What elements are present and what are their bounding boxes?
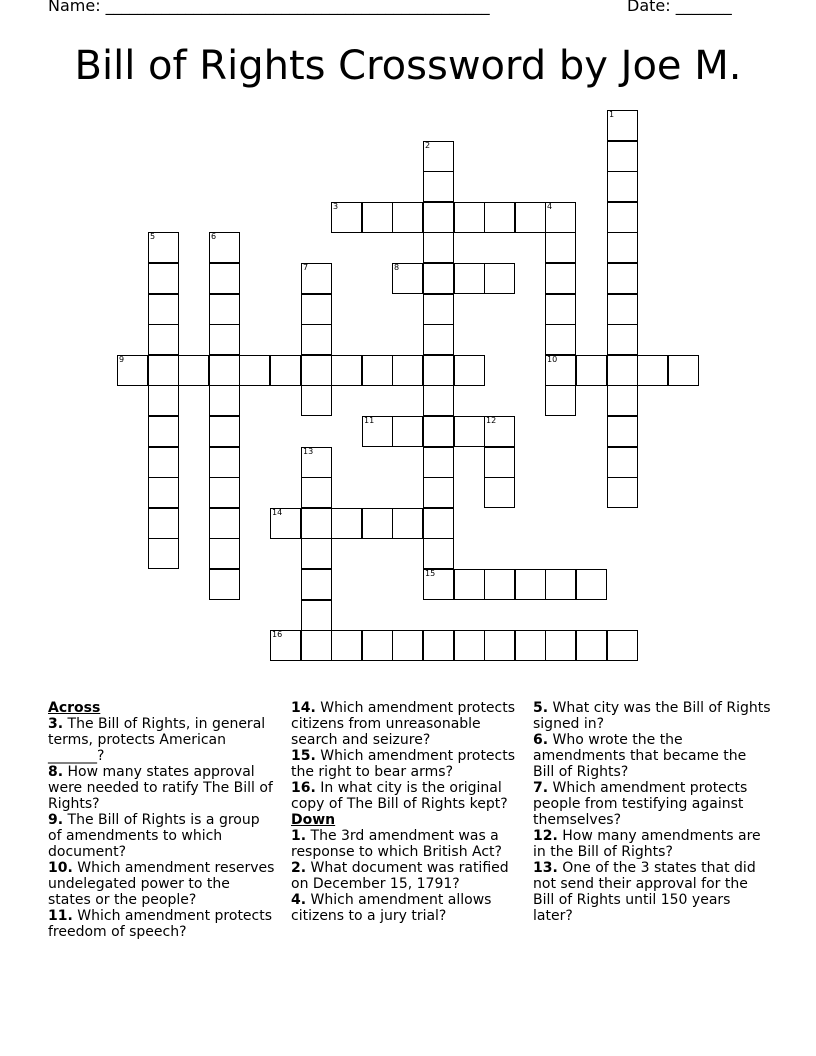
crossword-cell[interactable] <box>209 355 240 386</box>
clue-text: The 3rd amendment was a response to which British Act? <box>291 828 502 860</box>
cell-number: 16 <box>272 630 283 639</box>
crossword-cell[interactable] <box>209 477 240 508</box>
crossword-cell[interactable] <box>607 141 638 172</box>
crossword-cell[interactable] <box>423 355 454 386</box>
clue-text: The Bill of Rights is a group of amendments to which document? <box>48 812 260 860</box>
crossword-cell[interactable] <box>392 416 423 447</box>
crossword-cell[interactable] <box>515 202 546 233</box>
page-title: Bill of Rights Crossword by Joe M. <box>74 43 742 89</box>
crossword-cell[interactable] <box>362 630 393 661</box>
crossword-cell[interactable] <box>423 416 454 447</box>
clue-number: 11. <box>48 908 73 924</box>
crossword-cell[interactable] <box>484 263 515 294</box>
crossword-cell[interactable] <box>148 232 179 263</box>
crossword-cell[interactable] <box>392 508 423 539</box>
crossword-cell[interactable] <box>331 508 362 539</box>
crossword-cell[interactable] <box>545 263 576 294</box>
cell-number: 5 <box>150 232 156 241</box>
crossword-cell[interactable] <box>362 355 393 386</box>
crossword-cell[interactable] <box>576 630 607 661</box>
crossword-cell[interactable] <box>607 110 638 141</box>
clues-column-2 <box>291 700 523 924</box>
clue-across <box>48 860 276 908</box>
crossword-cell[interactable] <box>148 538 179 569</box>
crossword-cell[interactable] <box>392 263 423 294</box>
crossword-cell[interactable] <box>607 385 638 416</box>
clue-number: 3. <box>48 716 64 732</box>
crossword-cell[interactable] <box>270 508 301 539</box>
cell-number: 4 <box>547 202 553 211</box>
crossword-cell[interactable] <box>148 477 179 508</box>
crossword-cell[interactable] <box>545 232 576 263</box>
clue-number: 15. <box>291 748 316 764</box>
crossword-cell[interactable] <box>209 263 240 294</box>
crossword-cell[interactable] <box>423 232 454 263</box>
crossword-cell[interactable] <box>301 263 332 294</box>
crossword-cell[interactable] <box>392 630 423 661</box>
cell-number: 9 <box>119 355 125 364</box>
clues-column-3 <box>533 700 771 924</box>
clue-down <box>533 732 771 780</box>
clue-across <box>291 700 523 748</box>
crossword-cell[interactable] <box>607 324 638 355</box>
crossword-cell[interactable] <box>515 569 546 600</box>
crossword-cell[interactable] <box>270 355 301 386</box>
clue-text: In what city is the original copy of The Bill of Rights kept? <box>291 780 508 812</box>
crossword-cell[interactable] <box>423 477 454 508</box>
crossword-cell[interactable] <box>545 385 576 416</box>
crossword-cell[interactable] <box>423 569 454 600</box>
crossword-cell[interactable] <box>301 569 332 600</box>
crossword-cell[interactable] <box>607 355 638 386</box>
clues-column-1 <box>48 700 276 940</box>
crossword-cell[interactable] <box>423 385 454 416</box>
clue-number: 7. <box>533 780 549 796</box>
cell-number: 8 <box>394 263 400 272</box>
clue-text: Who wrote the the amendments that became the Bill of Rights? <box>533 732 747 780</box>
crossword-cell[interactable] <box>209 324 240 355</box>
cell-number: 12 <box>486 416 497 425</box>
crossword-cell[interactable] <box>423 538 454 569</box>
across-heading: Across <box>48 700 101 716</box>
cell-number: 7 <box>303 263 309 272</box>
crossword-cell[interactable] <box>362 202 393 233</box>
clue-across <box>291 748 523 780</box>
clue-number: 12. <box>533 828 558 844</box>
clue-text: Which amendment protects people from testifying against themselves? <box>533 780 748 828</box>
crossword-cell[interactable] <box>209 508 240 539</box>
crossword-cell[interactable] <box>423 508 454 539</box>
cell-number: 14 <box>272 508 283 517</box>
crossword-cell[interactable] <box>515 630 546 661</box>
crossword-cell[interactable] <box>423 202 454 233</box>
crossword-cell[interactable] <box>301 324 332 355</box>
crossword-cell[interactable] <box>148 508 179 539</box>
crossword-cell[interactable] <box>576 569 607 600</box>
clue-number: 13. <box>533 860 558 876</box>
crossword-cell[interactable] <box>607 416 638 447</box>
crossword-cell[interactable] <box>239 355 270 386</box>
crossword-cell[interactable] <box>301 508 332 539</box>
clue-down <box>533 860 771 924</box>
clue-across <box>48 908 276 940</box>
clue-text: The Bill of Rights, in general terms, protects American _______? <box>48 716 266 764</box>
crossword-cell[interactable] <box>423 630 454 661</box>
clue-text: How many states approval were needed to ratify The Bill of Rights? <box>48 764 273 812</box>
crossword-cell[interactable] <box>148 263 179 294</box>
crossword-cell[interactable] <box>117 355 148 386</box>
crossword-cell[interactable] <box>301 630 332 661</box>
crossword-cell[interactable] <box>454 355 485 386</box>
cell-number: 2 <box>425 141 431 150</box>
crossword-cell[interactable] <box>423 324 454 355</box>
crossword-cell[interactable] <box>331 355 362 386</box>
cell-number: 10 <box>547 355 558 364</box>
crossword-cell[interactable] <box>484 569 515 600</box>
crossword-cell[interactable] <box>607 294 638 325</box>
crossword-cell[interactable] <box>607 447 638 478</box>
crossword-cell[interactable] <box>301 477 332 508</box>
clue-number: 4. <box>291 892 307 908</box>
cell-number: 15 <box>425 569 436 578</box>
clue-text: What document was ratified on December 15, 1791? <box>291 860 509 892</box>
down-heading: Down <box>291 812 336 828</box>
clue-down <box>291 860 523 892</box>
crossword-cell[interactable] <box>484 630 515 661</box>
crossword-cell[interactable] <box>607 202 638 233</box>
clue-number: 6. <box>533 732 549 748</box>
clue-down <box>291 828 523 860</box>
crossword-cell[interactable] <box>545 355 576 386</box>
crossword-cell[interactable] <box>301 385 332 416</box>
crossword-cell[interactable] <box>362 416 393 447</box>
crossword-cell[interactable] <box>607 630 638 661</box>
clue-text: Which amendment protects freedom of speech? <box>48 908 273 940</box>
clue-number: 14. <box>291 700 316 716</box>
date-field-label: Date: _______ <box>627 0 732 15</box>
crossword-cell[interactable] <box>148 355 179 386</box>
crossword-cell[interactable] <box>148 385 179 416</box>
crossword-cell[interactable] <box>607 232 638 263</box>
crossword-cell[interactable] <box>637 355 668 386</box>
crossword-cell[interactable] <box>454 263 485 294</box>
crossword-cell[interactable] <box>392 355 423 386</box>
crossword-cell[interactable] <box>484 447 515 478</box>
crossword-cell[interactable] <box>270 630 301 661</box>
clue-number: 8. <box>48 764 64 780</box>
crossword-cell[interactable] <box>484 416 515 447</box>
clue-number: 16. <box>291 780 316 796</box>
clue-across <box>48 812 276 860</box>
clue-across <box>291 780 523 812</box>
clue-text: Which amendment protects citizens from unreasonable search and seizure? <box>291 700 516 748</box>
crossword-cell[interactable] <box>148 447 179 478</box>
cell-number: 13 <box>303 447 314 456</box>
crossword-cell[interactable] <box>209 569 240 600</box>
clue-text: Which amendment protects the right to bear arms? <box>291 748 516 780</box>
crossword-cell[interactable] <box>362 508 393 539</box>
crossword-cell[interactable] <box>607 171 638 202</box>
clue-across <box>48 716 276 764</box>
crossword-cell[interactable] <box>484 477 515 508</box>
crossword-cell[interactable] <box>454 416 485 447</box>
name-field-label: Name: ________________________________________________ <box>48 0 490 15</box>
crossword-cell[interactable] <box>209 385 240 416</box>
cell-number: 11 <box>364 416 375 425</box>
crossword-cell[interactable] <box>454 569 485 600</box>
cell-number: 6 <box>211 232 217 241</box>
clue-text: What city was the Bill of Rights signed in? <box>533 700 771 732</box>
clue-down <box>533 780 771 828</box>
crossword-cell[interactable] <box>392 202 423 233</box>
crossword-cell[interactable] <box>545 630 576 661</box>
crossword-cell[interactable] <box>209 416 240 447</box>
crossword-cell[interactable] <box>423 263 454 294</box>
cell-number: 1 <box>609 110 615 119</box>
clue-text: One of the 3 states that did not send their approval for the Bill of Rights until 150 years later? <box>533 860 756 924</box>
clue-down <box>533 828 771 860</box>
clue-text: Which amendment reserves undelegated power to the states or the people? <box>48 860 275 908</box>
crossword-cell[interactable] <box>668 355 699 386</box>
clue-text: How many amendments are in the Bill of Rights? <box>533 828 761 860</box>
clue-number: 9. <box>48 812 64 828</box>
crossword-cell[interactable] <box>423 447 454 478</box>
crossword-cell[interactable] <box>331 630 362 661</box>
crossword-cell[interactable] <box>331 202 362 233</box>
cell-number: 3 <box>333 202 339 211</box>
clue-number: 1. <box>291 828 307 844</box>
crossword-cell[interactable] <box>148 294 179 325</box>
crossword-cell[interactable] <box>423 294 454 325</box>
clue-down <box>291 892 523 924</box>
crossword-cell[interactable] <box>545 324 576 355</box>
crossword-cell[interactable] <box>454 202 485 233</box>
crossword-cell[interactable] <box>301 355 332 386</box>
clue-number: 10. <box>48 860 73 876</box>
crossword-cell[interactable] <box>545 294 576 325</box>
crossword-cell[interactable] <box>301 600 332 631</box>
clue-down <box>533 700 771 732</box>
crossword-cell[interactable] <box>178 355 209 386</box>
crossword-cell[interactable] <box>148 324 179 355</box>
clue-number: 2. <box>291 860 307 876</box>
crossword-cell[interactable] <box>301 294 332 325</box>
clue-number: 5. <box>533 700 549 716</box>
crossword-cell[interactable] <box>484 202 515 233</box>
crossword-cell[interactable] <box>454 630 485 661</box>
crossword-cell[interactable] <box>148 416 179 447</box>
crossword-cell[interactable] <box>545 569 576 600</box>
crossword-cell[interactable] <box>423 171 454 202</box>
crossword-cell[interactable] <box>301 538 332 569</box>
crossword-cell[interactable] <box>209 538 240 569</box>
crossword-cell[interactable] <box>209 294 240 325</box>
crossword-cell[interactable] <box>545 202 576 233</box>
clue-across <box>48 764 276 812</box>
crossword-cell[interactable] <box>301 447 332 478</box>
crossword-cell[interactable] <box>607 263 638 294</box>
clue-text: Which amendment allows citizens to a jury trial? <box>291 892 492 924</box>
crossword-cell[interactable] <box>209 232 240 263</box>
crossword-cell[interactable] <box>423 141 454 172</box>
crossword-cell[interactable] <box>209 447 240 478</box>
crossword-cell[interactable] <box>576 355 607 386</box>
crossword-cell[interactable] <box>607 477 638 508</box>
